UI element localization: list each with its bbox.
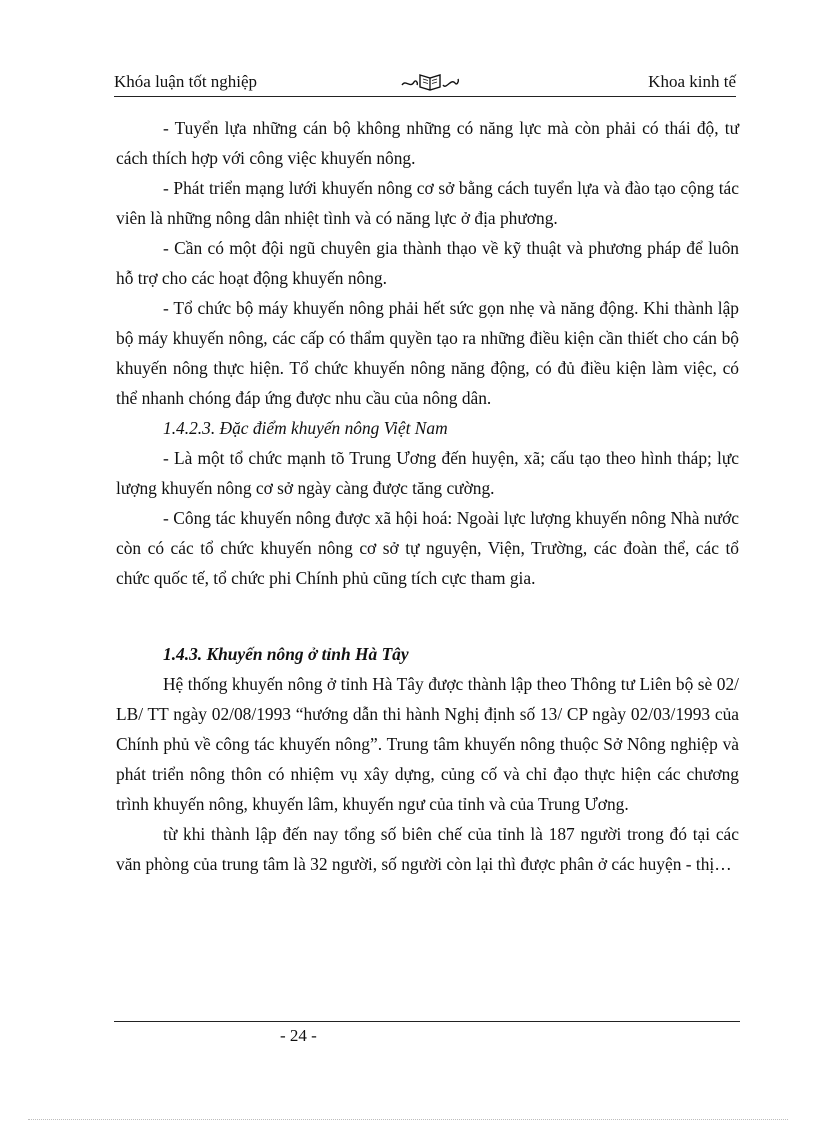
footer-divider [114,1021,740,1022]
section-heading-1-4-3: 1.4.3. Khuyến nông ở tỉnh Hà Tây [163,644,409,664]
paragraph-staff-count: từ khi thành lập đến nay tổng số biên chế của tỉnh là 187 người trong đó tại các văn phòng của trung tâm là 32 người, số người còn lại thì được phân ở các huyện - thị… [116,824,739,874]
open-book-ornament-icon [400,70,460,92]
paragraph-strong-organization: - Là một tổ chức mạnh tõ Trung Ương đến huyện, xã; cấu tạo theo hình tháp; lực lượng khuyến nông cơ sở ngày càng được tăng cường. [116,448,739,498]
paragraph-organize-apparatus: - Tổ chức bộ máy khuyến nông phải hết sức gọn nhẹ và năng động. Khi thành lập bộ máy khuyến nông, các cấp có thẩm quyền tạo ra những điều kiện cần thiết cho cán bộ khuyến nông thực hiện. Tổ chức khuyến nông năng động, có đủ điều kiện làm việc, có thể nhanh chóng đáp ứng được nhu cầu của nông dân. [116,298,739,408]
paragraph-expert-team: - Cần có một đội ngũ chuyên gia thành thạo về kỹ thuật và phương pháp để luôn hỗ trợ cho các hoạt động khuyến nông. [116,238,739,288]
header-thesis-label: Khóa luận tốt nghiệp [114,72,258,91]
page-number: - 24 - [280,1026,317,1045]
page-header [114,68,736,97]
paragraph-socialization: - Công tác khuyến nông được xã hội hoá: Ngoài lực lượng khuyến nông Nhà nước còn có các tổ chức khuyến nông cơ sở tự nguyện, Viện, Trường, các đoàn thể, các tổ chức quốc tế, tổ chức phi Chính phủ cũng tích cực tham gia. [116,508,739,588]
header-faculty-label: Khoa kinh tế [648,72,736,91]
paragraph-develop-network: - Phát triển mạng lưới khuyến nông cơ sở bằng cách tuyển lựa và đào tạo cộng tác viên là những nông dân nhiệt tình và có năng lực ở địa phương. [116,178,739,228]
paragraph-ha-tay-system: Hệ thống khuyến nông ở tỉnh Hà Tây được thành lập theo Thông tư Liên bộ sè 02/ LB/ TT ngày 02/08/1993 “hướng dẫn thi hành Nghị định số 13/ CP ngày 02/03/1993 của Chính phủ về công tác khuyến nông”. Trung tâm khuyến nông thuộc Sở Nông nghiệp và phát triển nông thôn có nhiệm vụ xây dựng, củng cố và chỉ đạo thực hiện các chương trình khuyến nông, khuyến lâm, khuyến ngư của tỉnh và của Trung Ương. [116,674,739,814]
document-body [116,113,739,879]
paragraph-recruit-officers: - Tuyển lựa những cán bộ không những có năng lực mà còn phải có thái độ, tư cách thích hợp với công việc khuyến nông. [116,118,739,168]
subsection-heading-1-4-2-3: 1.4.2.3. Đặc điểm khuyến nông Việt Nam [163,418,448,438]
page-bottom-dotted-border [28,1119,788,1120]
